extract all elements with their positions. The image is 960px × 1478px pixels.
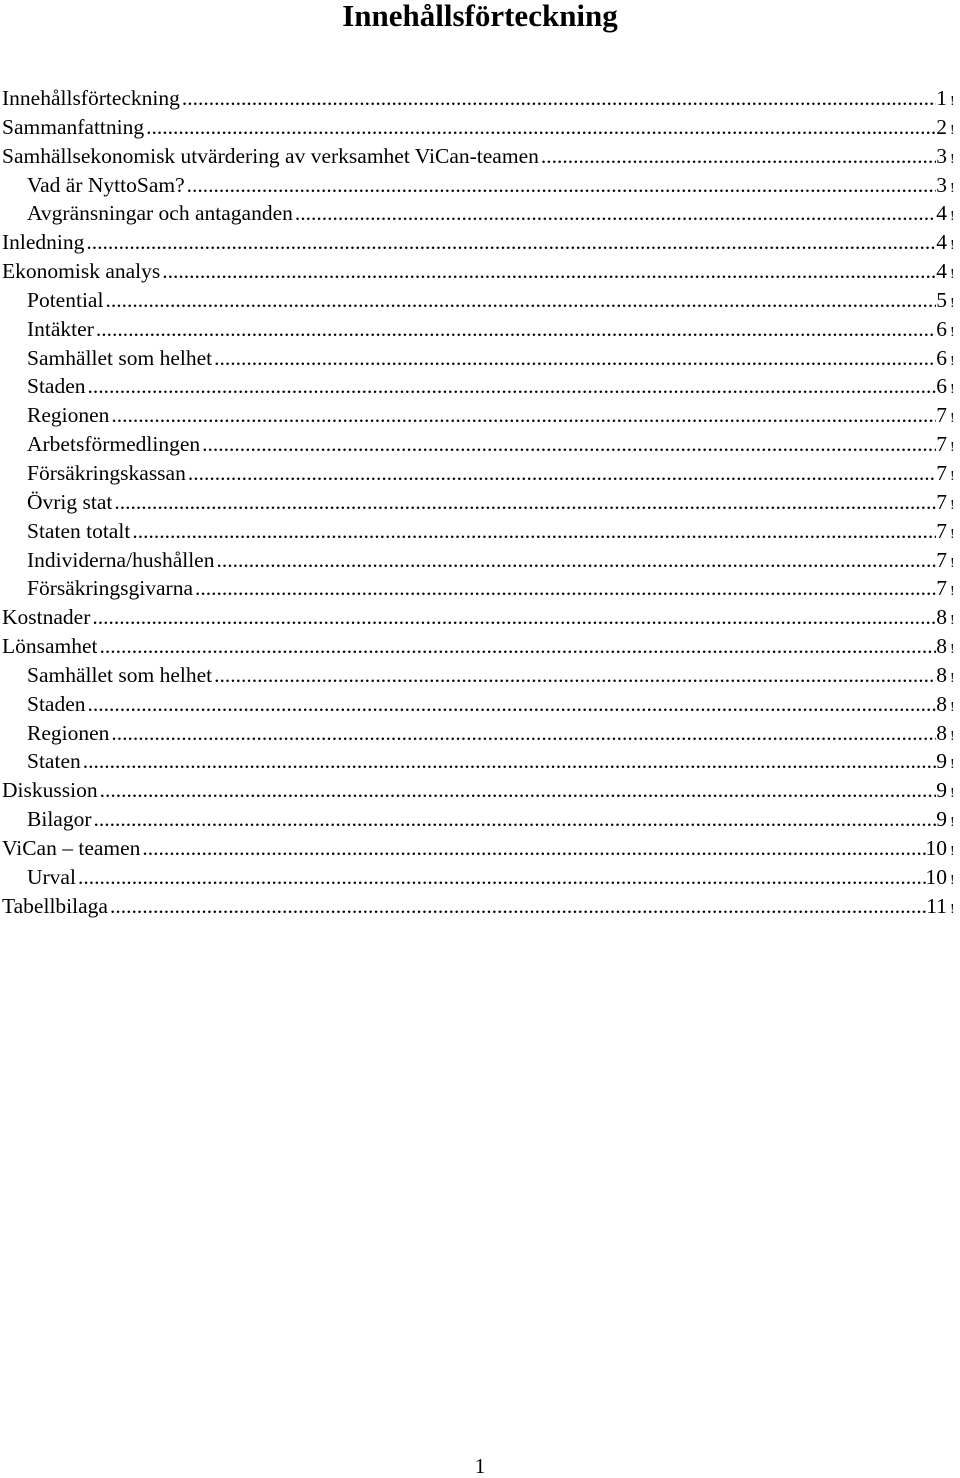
toc-dot-leader [193, 574, 936, 603]
toc-entry-label[interactable]: Potential [27, 287, 104, 312]
toc-entry-label[interactable]: Samhällsekonomisk utvärdering av verksamhet ViCan-teamen [2, 143, 539, 168]
toc-entry-mark: ! [950, 670, 955, 686]
toc-entry[interactable] [2, 430, 958, 459]
toc-entry-page-number[interactable]: 9 [936, 749, 947, 774]
toc-entry[interactable] [2, 257, 958, 286]
toc-entry-label[interactable]: Samhället som helhet [27, 345, 213, 370]
toc-entry-mark: ! [950, 642, 955, 658]
toc-entry-page-number[interactable]: 9 [936, 807, 947, 832]
table-of-contents [2, 84, 958, 920]
toc-entry-mark: ! [950, 295, 955, 311]
toc-entry-label[interactable]: Staden [27, 691, 86, 716]
toc-entry-page-number[interactable]: 7 [936, 432, 947, 457]
toc-dot-leader [160, 257, 936, 286]
toc-entry-page-number[interactable]: 7 [936, 460, 947, 485]
toc-entry[interactable] [2, 661, 958, 690]
toc-entry-label[interactable]: Intäkter [27, 316, 94, 341]
toc-entry[interactable] [2, 142, 958, 171]
toc-entry-label[interactable]: Staden [27, 374, 86, 399]
toc-entry-mark: ! [950, 382, 955, 398]
toc-entry-mark: ! [950, 699, 955, 715]
toc-entry-label[interactable]: Övrig stat [27, 489, 113, 514]
toc-entry-label[interactable]: Innehållsförteckning [2, 86, 180, 110]
toc-entry[interactable] [2, 488, 958, 517]
toc-entry-page-number[interactable]: 7 [936, 576, 947, 601]
toc-entry-label[interactable]: Vad är NyttoSam? [27, 172, 185, 197]
toc-entry-page-number[interactable]: 7 [936, 403, 947, 428]
toc-dot-leader [98, 776, 937, 805]
toc-entry-mark: ! [950, 757, 955, 773]
toc-entry-label[interactable]: Lönsamhet [2, 634, 98, 659]
toc-entry-page-number[interactable]: 6 [936, 316, 947, 341]
toc-entry[interactable] [2, 690, 958, 719]
toc-entry[interactable] [2, 834, 958, 863]
toc-entry-label[interactable]: Staten [27, 749, 81, 774]
toc-entry-mark: ! [950, 843, 955, 859]
toc-dot-leader [92, 805, 937, 834]
toc-entry-page-number[interactable]: 3 [936, 143, 947, 168]
toc-dot-leader [180, 84, 936, 113]
toc-entry-mark: ! [950, 353, 955, 369]
toc-entry-label[interactable]: Bilagor [27, 807, 92, 832]
toc-entry[interactable] [2, 344, 958, 373]
toc-dot-leader [109, 401, 936, 430]
toc-dot-leader [86, 690, 937, 719]
toc-entry-page-number[interactable]: 3 [936, 172, 947, 197]
toc-dot-leader [214, 546, 936, 575]
toc-entry-label[interactable]: Samhället som helhet [27, 662, 213, 687]
toc-entry-label[interactable]: Försäkringsgivarna [27, 576, 193, 601]
toc-entry-page-number[interactable]: 7 [936, 489, 947, 514]
toc-entry-mark: ! [950, 180, 955, 196]
toc-entry-mark: ! [950, 497, 955, 513]
toc-entry-label[interactable]: Diskussion [2, 778, 98, 803]
toc-entry[interactable] [2, 776, 958, 805]
toc-entry[interactable] [2, 401, 958, 430]
toc-dot-leader [112, 488, 936, 517]
toc-entry-mark: ! [950, 872, 955, 888]
toc-entry-page-number[interactable]: 8 [936, 634, 947, 659]
toc-dot-leader [94, 315, 936, 344]
toc-entry-label[interactable]: Försäkringskassan [27, 460, 186, 485]
toc-entry-mark: ! [950, 94, 955, 109]
toc-entry[interactable] [2, 199, 958, 228]
toc-entry-mark: ! [950, 238, 955, 254]
toc-dot-leader [293, 199, 936, 228]
toc-entry[interactable] [2, 171, 958, 200]
toc-entry-mark: ! [950, 151, 955, 167]
toc-entry[interactable] [2, 84, 958, 113]
toc-dot-leader [98, 632, 937, 661]
toc-entry-label[interactable]: Individerna/hushållen [27, 547, 215, 572]
toc-entry-mark: ! [950, 728, 955, 744]
toc-entry-mark: ! [950, 122, 955, 138]
toc-dot-leader [81, 747, 937, 776]
toc-entry-mark: ! [950, 440, 955, 456]
toc-dot-leader [212, 661, 936, 690]
toc-entry-page-number[interactable]: 5 [936, 287, 947, 312]
toc-entry-label[interactable]: Urval [27, 864, 76, 889]
toc-entry-page-number[interactable]: 8 [936, 662, 947, 687]
toc-entry[interactable] [2, 459, 958, 488]
toc-dot-leader [84, 228, 936, 257]
toc-entry-page-number[interactable]: 7 [936, 547, 947, 572]
toc-dot-leader [90, 603, 936, 632]
toc-entry-page-number[interactable]: 4 [936, 201, 947, 226]
toc-entry-page-number[interactable]: 8 [936, 691, 947, 716]
toc-entry-mark: ! [950, 468, 955, 484]
toc-dot-leader [144, 113, 936, 142]
toc-entry[interactable] [2, 315, 958, 344]
toc-dot-leader [103, 286, 936, 315]
toc-entry[interactable] [2, 892, 958, 921]
toc-entry-mark: ! [950, 901, 955, 917]
toc-entry-page-number[interactable]: 8 [936, 720, 947, 745]
toc-dot-leader [539, 142, 936, 171]
toc-entry-page-number[interactable]: 4 [936, 230, 947, 255]
toc-entry-mark: ! [950, 267, 955, 283]
toc-entry-label[interactable]: Kostnader [2, 605, 91, 630]
toc-entry-mark: ! [950, 324, 955, 340]
toc-dot-leader [186, 459, 936, 488]
toc-entry-label[interactable]: Arbetsförmedlingen [27, 432, 201, 457]
toc-entry-page-number[interactable]: 6 [936, 374, 947, 399]
toc-entry-label[interactable]: ViCan – teamen [2, 835, 141, 860]
toc-entry-label[interactable]: Staten totalt [27, 518, 131, 543]
toc-entry[interactable] [2, 286, 958, 315]
toc-entry-mark: ! [950, 584, 955, 600]
toc-dot-leader [212, 344, 936, 373]
toc-entry-label[interactable]: Avgränsningar och antaganden [27, 201, 293, 226]
toc-entry-mark: ! [950, 209, 955, 225]
toc-entry[interactable] [2, 517, 958, 546]
toc-entry-label[interactable]: Ekonomisk analys [2, 259, 161, 284]
toc-entry-page-number[interactable]: 9 [936, 778, 947, 803]
toc-entry-label[interactable]: Regionen [27, 403, 110, 428]
toc-entry-mark: ! [950, 526, 955, 542]
toc-entry-mark: ! [950, 786, 955, 802]
toc-entry[interactable] [2, 805, 958, 834]
toc-entry-label[interactable]: Tabellbilaga [2, 893, 108, 918]
toc-entry[interactable] [2, 574, 958, 603]
toc-entry-mark: ! [950, 411, 955, 427]
toc-entry-mark: ! [950, 613, 955, 629]
toc-dot-leader [86, 372, 937, 401]
toc-entry[interactable] [2, 632, 958, 661]
page-number: 1 [474, 1454, 486, 1478]
toc-entry-page-number[interactable]: 10 [925, 864, 947, 889]
toc-entry[interactable] [2, 372, 958, 401]
page-title: Innehållsförteckning [342, 0, 618, 33]
toc-entry-label[interactable]: Inledning [2, 230, 85, 255]
toc-entry-page-number[interactable]: 8 [936, 605, 947, 630]
toc-entry[interactable] [2, 603, 958, 632]
toc-entry-page-number[interactable]: 2 [936, 114, 947, 139]
toc-dot-leader [109, 719, 936, 748]
toc-dot-leader [130, 517, 936, 546]
toc-dot-leader [185, 171, 937, 200]
toc-entry-page-number[interactable]: 1 [936, 86, 947, 110]
toc-entry[interactable] [2, 719, 958, 748]
toc-entry-label[interactable]: Sammanfattning [2, 114, 145, 139]
toc-entry-label[interactable]: Regionen [27, 720, 110, 745]
toc-entry[interactable] [2, 113, 958, 142]
toc-entry-page-number[interactable]: 11 [926, 893, 947, 918]
toc-entry[interactable] [2, 747, 958, 776]
toc-entry-page-number[interactable]: 10 [925, 835, 947, 860]
toc-dot-leader [108, 892, 926, 921]
toc-entry[interactable] [2, 863, 958, 892]
toc-dot-leader [76, 863, 926, 892]
toc-entry[interactable] [2, 546, 958, 575]
toc-dot-leader [200, 430, 936, 459]
toc-entry[interactable] [2, 228, 958, 257]
toc-entry-page-number[interactable]: 7 [936, 518, 947, 543]
toc-entry-mark: ! [950, 555, 955, 571]
toc-entry-mark: ! [950, 815, 955, 831]
toc-entry-page-number[interactable]: 6 [936, 345, 947, 370]
toc-dot-leader [140, 834, 925, 863]
toc-entry-page-number[interactable]: 4 [936, 259, 947, 284]
